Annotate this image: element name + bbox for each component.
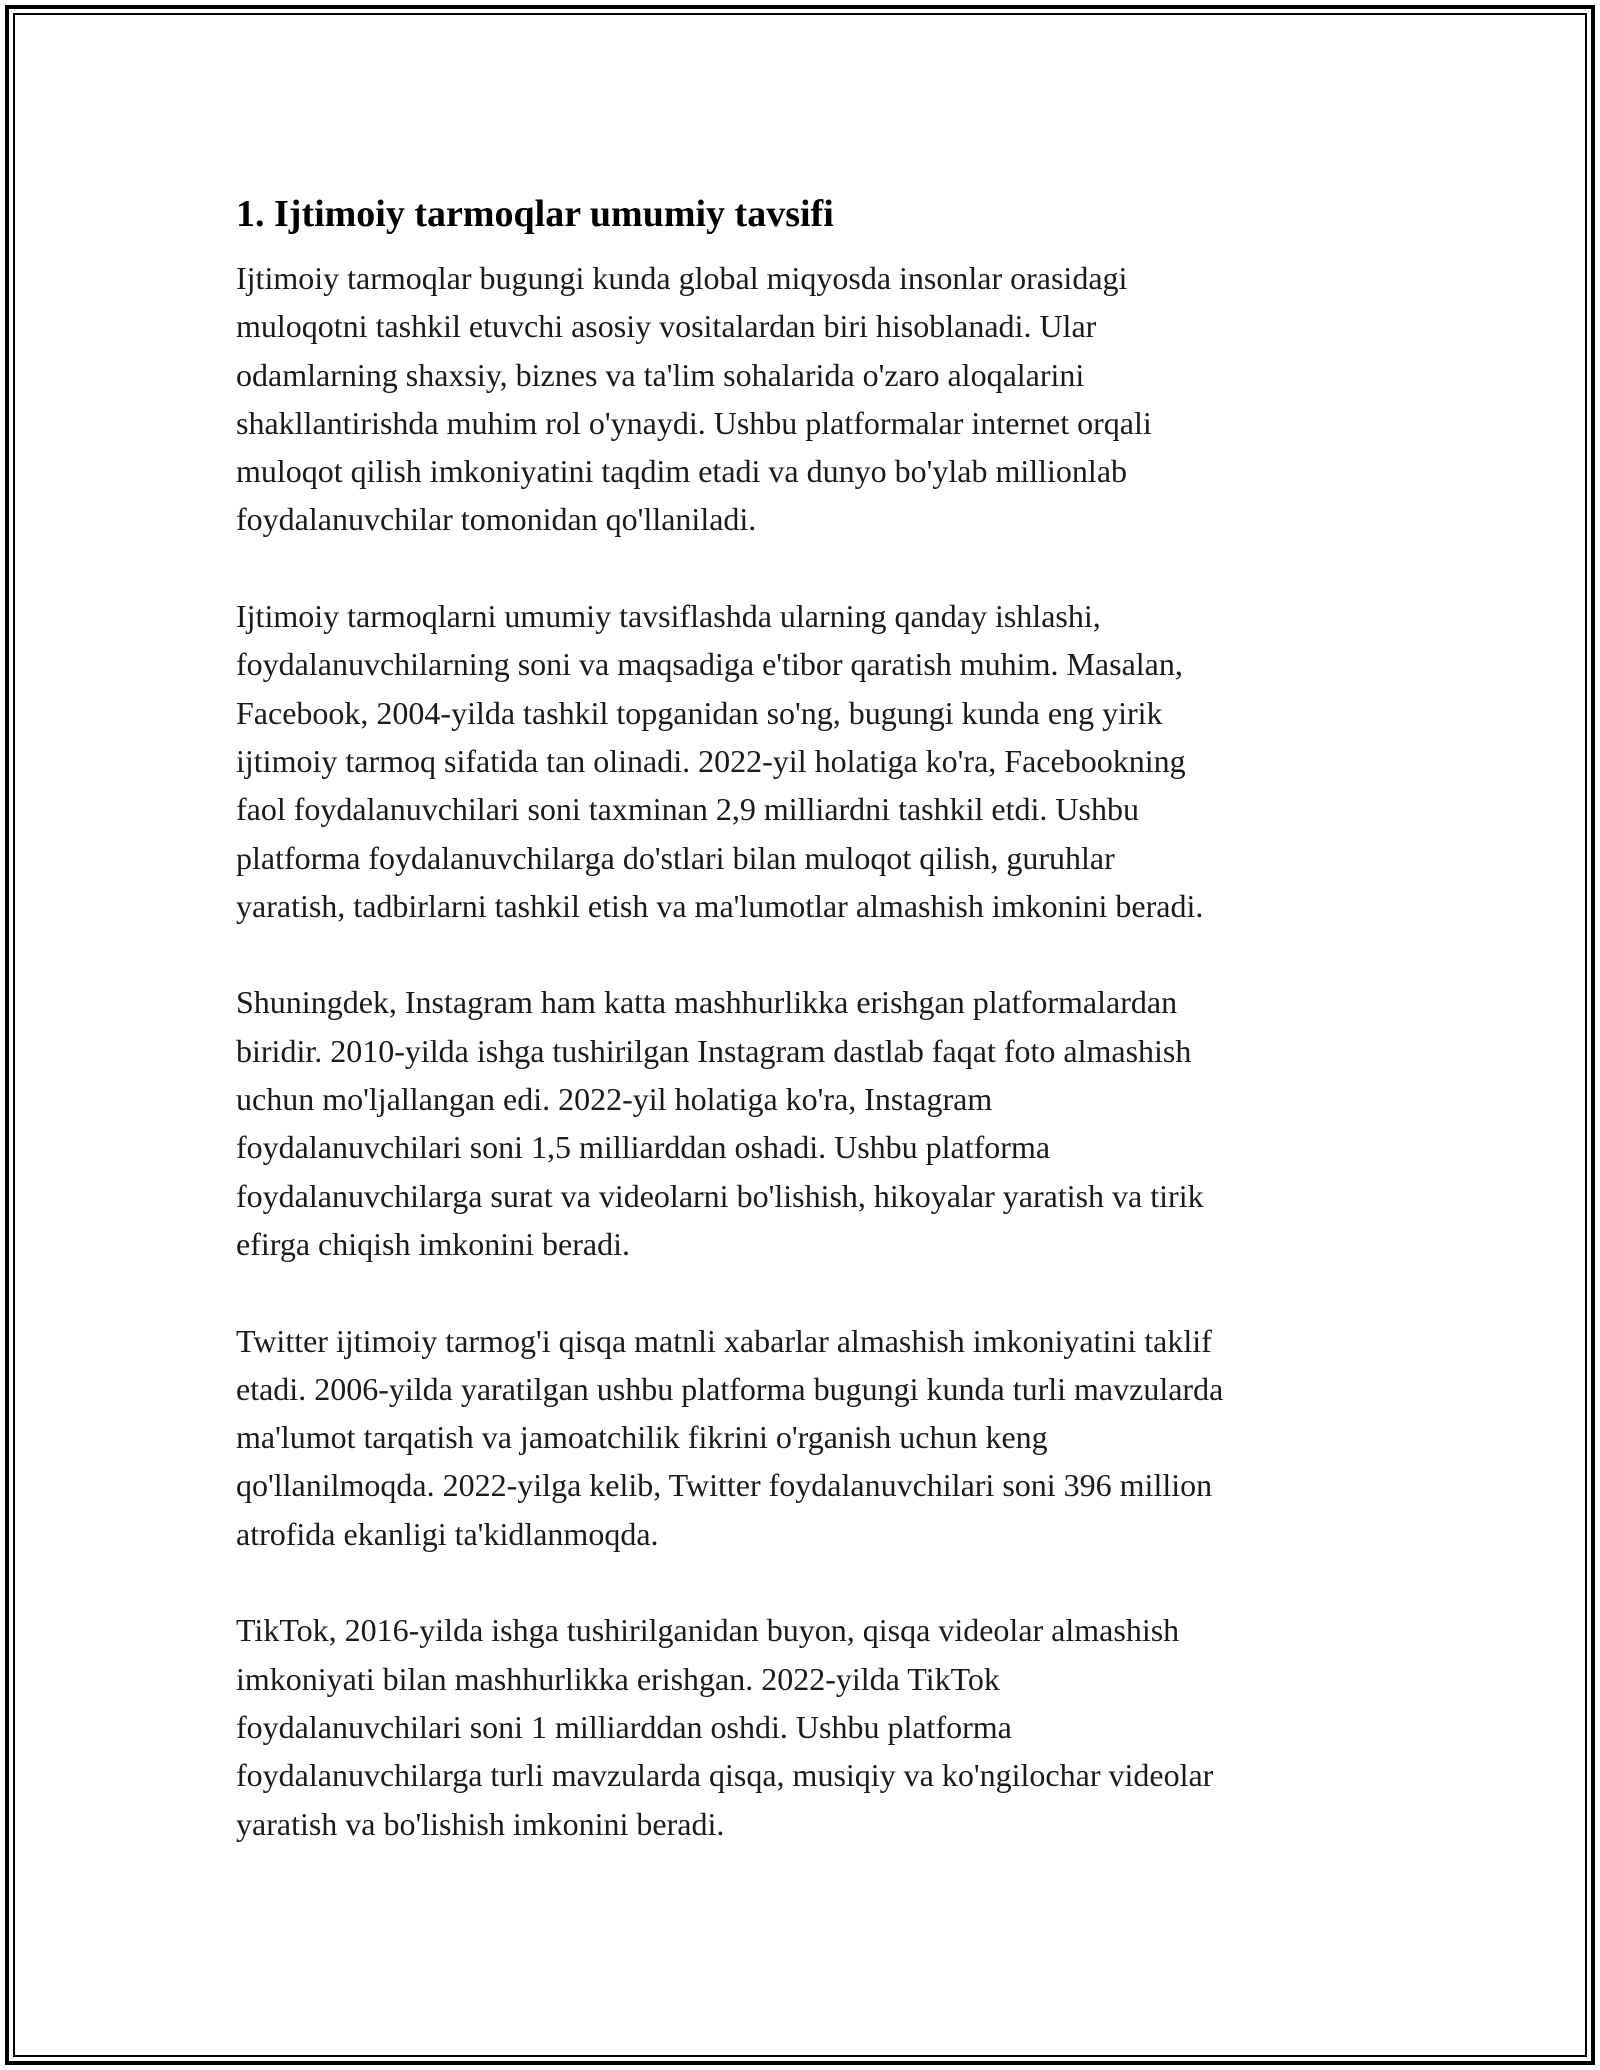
text-line: foydalanuvchilari soni 1,5 milliarddan oshadi. Ushbu platforma [236,1129,1051,1166]
text-line: ijtimoiy tarmoq sifatida tan olinadi. 2022-yil holatiga ko'ra, Facebookning [236,742,1186,779]
text-line: muloqotni tashkil etuvchi asosiy vositalardan biri hisoblanadi. Ular [236,308,1097,345]
text-line: foydalanuvchilarga turli mavzularda qisqa, musiqiy va ko'ngilochar videolar [236,1757,1214,1794]
text-line: foydalanuvchilari soni 1 milliarddan oshdi. Ushbu platforma [236,1708,1012,1745]
document-body [236,188,1376,1896]
text-line: platforma foydalanuvchilarga do'stlari bilan muloqot qilish, guruhlar [236,839,1115,876]
paragraph [236,254,1376,544]
text-line: imkoniyati bilan mashhurlikka erishgan. 2022-yilda TikTok [236,1660,1000,1697]
text-line: yaratish, tadbirlarni tashkil etish va ma'lumotlar almashish imkonini beradi. [236,887,1204,924]
paragraph-list [236,254,1376,1848]
text-line: uchun mo'ljallangan edi. 2022-yil holatiga ko'ra, Instagram [236,1081,993,1118]
text-line: biridir. 2010-yilda ishga tushirilgan Instagram dastlab faqat foto almashish [236,1032,1192,1069]
paragraph [236,1317,1376,1558]
text-line: Ijtimoiy tarmoqlarni umumiy tavsiflashda ularning qanday ishlashi, [236,598,1101,635]
text-line: Ijtimoiy tarmoqlar bugungi kunda global miqyosda insonlar orasidagi [236,260,1128,296]
text-line: shakllantirishda muhim rol o'ynaydi. Ushbu platformalar internet orqali [236,404,1152,441]
paragraph [236,978,1376,1268]
text-line: qo'llanilmoqda. 2022-yilga kelib, Twitter foydalanuvchilari soni 396 million [236,1467,1213,1504]
text-line: TikTok, 2016-yilda ishga tushirilganidan buyon, qisqa videolar almashish [236,1612,1180,1649]
text-line: efirga chiqish imkonini beradi. [236,1225,630,1262]
text-line: Twitter ijtimoiy tarmog'i qisqa matnli xabarlar almashish imkoniyatini taklif [236,1322,1212,1359]
text-line: Facebook, 2004-yilda tashkil topganidan so'ng, bugungi kunda eng yirik [236,694,1163,731]
paragraph [236,592,1376,930]
section-heading: 1. Ijtimoiy tarmoqlar umumiy tavsifi [236,193,834,235]
text-line: Shuningdek, Instagram ham katta mashhurlikka erishgan platformalardan [236,984,1178,1021]
text-line: odamlarning shaxsiy, biznes va ta'lim sohalarida o'zaro aloqalarini [236,356,1085,393]
text-line: etadi. 2006-yilda yaratilgan ushbu platforma bugungi kunda turli mavzularda [236,1370,1224,1407]
text-line: muloqot qilish imkoniyatini taqdim etadi va dunyo bo'ylab millionlab [236,453,1128,490]
paragraph [236,1606,1376,1847]
text-line: foydalanuvchilarning soni va maqsadiga e'tibor qaratish muhim. Masalan, [236,646,1183,683]
text-line: faol foydalanuvchilari soni taxminan 2,9 milliardni tashkil etdi. Ushbu [236,791,1139,828]
text-line: foydalanuvchilarga surat va videolarni bo'lishish, hikoyalar yaratish va tirik [236,1177,1204,1214]
text-line: yaratish va bo'lishish imkonini beradi. [236,1805,725,1842]
text-line: atrofida ekanligi ta'kidlanmoqda. [236,1515,659,1552]
text-line: foydalanuvchilar tomonidan qo'llaniladi. [236,501,757,538]
text-line: ma'lumot tarqatish va jamoatchilik fikrini o'rganish uchun keng [236,1419,1048,1456]
